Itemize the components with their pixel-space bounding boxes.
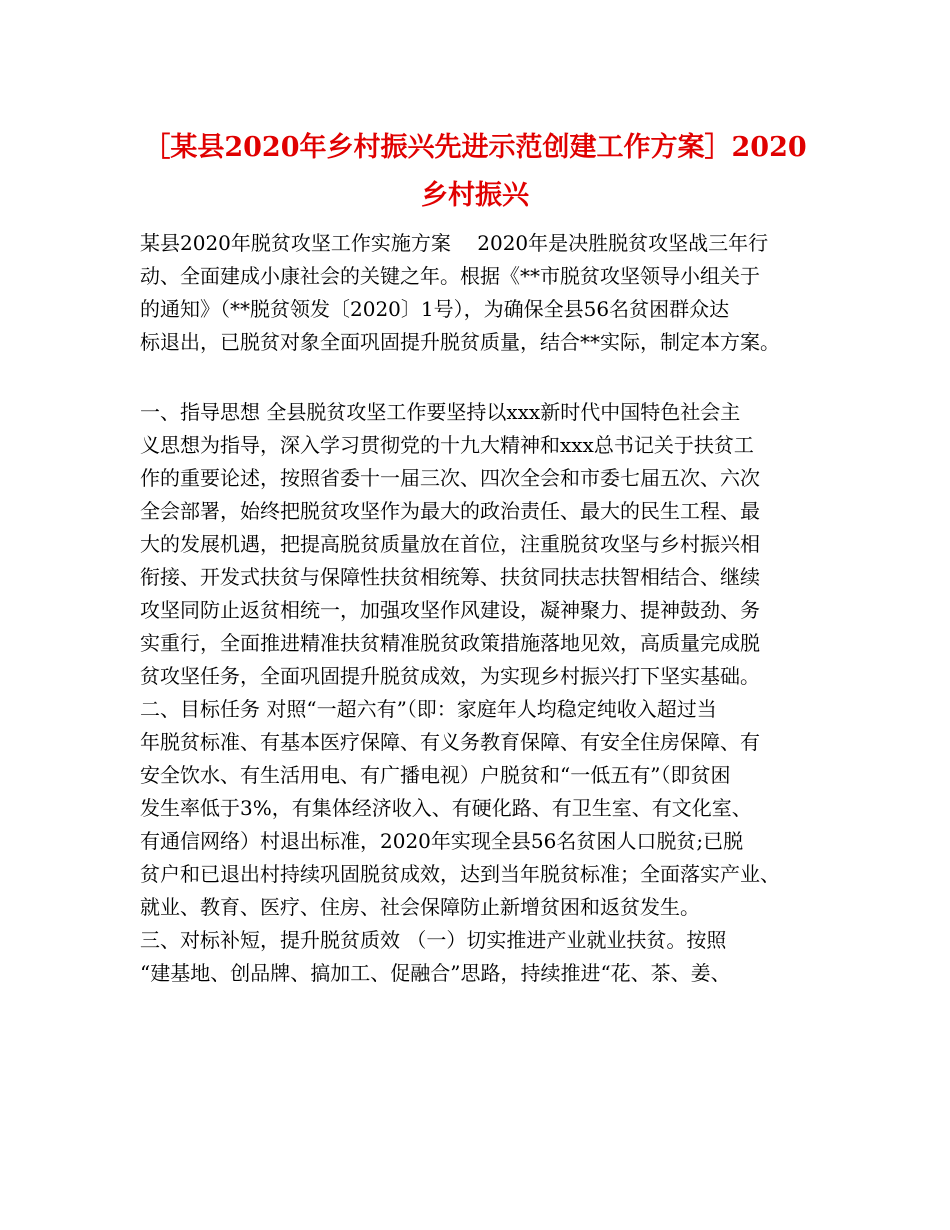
- body-line: 动、全面建成小康社会的关键之年。根据《**市脱贫攻坚领导小组关于: [140, 264, 760, 288]
- body-line: 义思想为指导，深入学习贯彻党的十九大精神和xxx总书记关于扶贫工: [140, 433, 754, 457]
- body-line: 某县2020年脱贫攻坚工作实施方案 2020年是决胜脱贫攻坚战三年行: [140, 231, 769, 255]
- body-line: 安全饮水、有生活用电、有广播电视）户脱贫和“一低五有”（即贫困: [140, 763, 731, 787]
- body-line: 发生率低于3%，有集体经济收入、有硬化路、有卫生室、有文化室、: [140, 796, 752, 820]
- body-line: 的通知》（**脱贫领发〔2020〕1号），为确保全县56名贫困群众达: [140, 297, 730, 321]
- body-line: 贫户和已退出村持续巩固脱贫成效，达到当年脱贫标准；全面落实产业、: [140, 862, 780, 886]
- body-line: 有通信网络）村退出标准，2020年实现全县56名贫困人口脱贫;已脱: [140, 829, 744, 853]
- body-line: 作的重要论述，按照省委十一届三次、四次全会和市委七届五次、六次: [140, 466, 760, 490]
- body-line: 衔接、开发式扶贫与保障性扶贫相统筹、扶贫同扶志扶智相结合、继续: [140, 565, 760, 589]
- body-line: 贫攻坚任务，全面巩固提升脱贫成效，为实现乡村振兴打下坚实基础。: [140, 664, 760, 688]
- body-line: 攻坚同防止返贫相统一，加强攻坚作风建设，凝神聚力、提神鼓劲、务: [140, 598, 760, 622]
- body-line: 大的发展机遇，把提高脱贫质量放在首位，注重脱贫攻坚与乡村振兴相: [140, 532, 760, 556]
- body-line: 标退出，已脱贫对象全面巩固提升脱贫质量，结合**实际，制定本方案。: [140, 330, 780, 354]
- document-title-line-1: ［某县2020年乡村振兴先进示范创建工作方案］2020: [143, 132, 807, 163]
- body-line: 实重行，全面推进精准扶贫精准脱贫政策措施落地见效，高质量完成脱: [140, 631, 760, 655]
- body-line: “建基地、创品牌、搞加工、促融合”思路，持续推进“花、茶、姜、: [140, 961, 731, 985]
- document-title-line-2: 乡村振兴: [421, 180, 529, 211]
- body-line: 三、对标补短，提升脱贫质效 （一）切实推进产业就业扶贫。按照: [140, 928, 727, 952]
- body-line: 二、目标任务 对照“一超六有”（即：家庭年人均稳定纯收入超过当: [140, 697, 717, 721]
- body-line: 全会部署，始终把脱贫攻坚作为最大的政治责任、最大的民生工程、最: [140, 499, 760, 523]
- body-line: 一、指导思想 全县脱贫攻坚工作要坚持以xxx新时代中国特色社会主: [140, 400, 741, 424]
- body-line: 就业、教育、医疗、住房、社会保障防止新增贫困和返贫发生。: [140, 895, 700, 919]
- body-line: 年脱贫标准、有基本医疗保障、有义务教育保障、有安全住房保障、有: [140, 730, 760, 754]
